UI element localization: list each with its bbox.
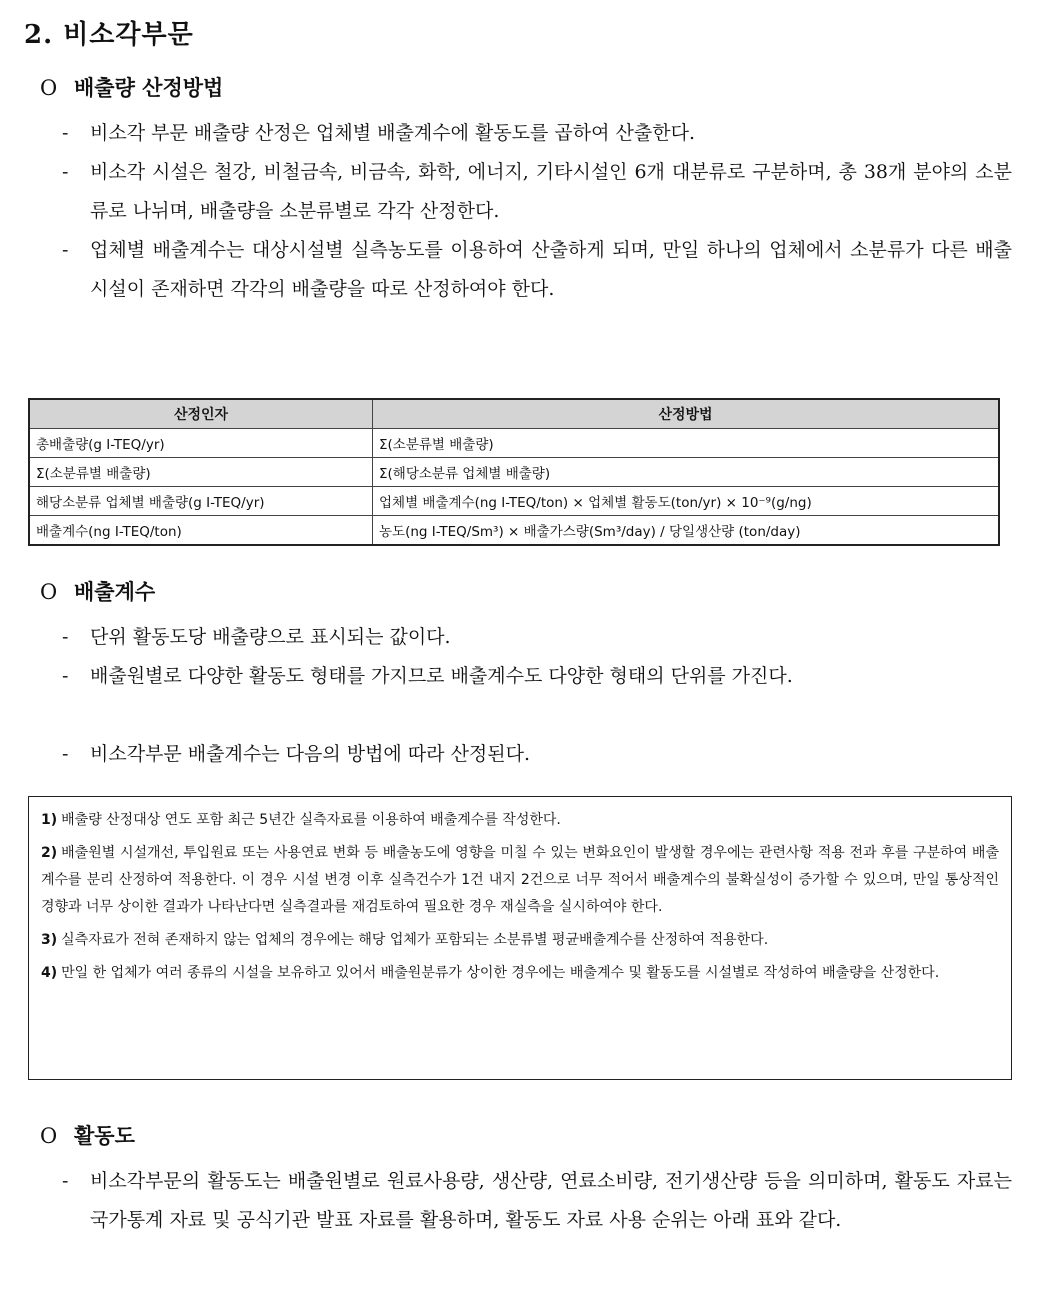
subhead-activity-label: 활동도 [74,1123,135,1148]
dash-marker: - [62,239,69,261]
subhead-emission-factor [40,576,155,606]
table-row [29,458,999,487]
circle-marker: O [40,76,58,100]
bullet-item [62,735,1012,774]
bullet-item [62,114,1012,153]
section-title: 2. 비소각부문 [24,20,194,50]
bullet-text: 비소각부문의 활동도는 배출원별로 원료사용량, 생산량, 연료소비량, 전기생산량 등을 의미하며, 활동도 자료는 국가통계 자료 및 공식기관 발표 자료를 활용하며, 활동도 자료 사용 순위는 아래 표와 같다. [90,1170,1012,1231]
rule-text: 배출원별 시설개선, 투입원료 또는 사용연료 변화 등 배출농도에 영향을 미칠 수 있는 변화요인이 발생할 경우에는 관련사항 적용 전과 후를 구분하여 배출계수를 분리 산정하여 적용한다. 이 경우 시설 변경 이후 실측건수가 1건 내지 2건으로 너무 적어서 배출계수의 불확실성이 증가할 수 있으며, 만일 통상적인 경향과 너무 상이한 결과가 나타난다면 실측결과를 재검토하여 필요한 경우 재실측을 실시하여야 한다. [41,845,999,915]
bullet-text: 배출원별로 다양한 활동도 형태를 가지므로 배출계수도 다양한 형태의 단위를 가진다. [90,665,793,687]
rule-number: 3) [41,932,58,948]
rule-item [41,927,999,954]
bullet-text: 비소각 부문 배출량 산정은 업체별 배출계수에 활동도를 곱하여 산출한다. [90,122,695,144]
bullet-text: 단위 활동도당 배출량으로 표시되는 값이다. [90,626,451,648]
cell-method: Σ(소분류별 배출량) [373,429,1000,458]
table-row [29,487,999,516]
circle-marker: O [40,580,58,604]
rule-number: 1) [41,812,58,828]
rules-box [28,796,1012,1080]
table-header-row [29,399,999,429]
dash-marker: - [62,626,69,648]
dash-marker: - [62,122,69,144]
subhead-emission-method [40,72,223,102]
subhead-emission-factor-label: 배출계수 [74,579,156,604]
rule-item [41,840,999,921]
rule-text: 만일 한 업체가 여러 종류의 시설을 보유하고 있어서 배출원분류가 상이한 경우에는 배출계수 및 활동도를 시설별로 작성하여 배출량을 산정한다. [61,965,940,981]
dash-marker: - [62,1170,69,1192]
bullet-item [62,618,1012,657]
cell-method: 업체별 배출계수(ng I-TEQ/ton) × 업체별 활동도(ton/yr) × 10⁻⁹(g/ng) [373,487,1000,516]
rule-item [41,960,999,987]
bullet-text: 비소각 시설은 철강, 비철금속, 비금속, 화학, 에너지, 기타시설인 6개 대분류로 구분하며, 총 38개 분야의 소분류로 나뉘며, 배출량을 소분류별로 각각 산정한다. [90,161,1012,222]
dash-marker: - [62,665,69,687]
bullet-text: 업체별 배출계수는 대상시설별 실측농도를 이용하여 산출하게 되며, 만일 하나의 업체에서 소분류가 다른 배출시설이 존재하면 각각의 배출량을 따로 산정하여야 한다. [90,239,1012,300]
header-factor: 산정인자 [29,399,373,429]
subhead-activity [40,1120,135,1150]
table-row [29,516,999,546]
cell-factor: 해당소분류 업체별 배출량(g I-TEQ/yr) [29,487,373,516]
dash-marker: - [62,161,69,183]
calculation-table [28,398,1000,546]
cell-factor: 배출계수(ng I-TEQ/ton) [29,516,373,546]
rule-number: 2) [41,845,58,861]
subhead-emission-method-label: 배출량 산정방법 [74,75,224,100]
rule-item [41,807,999,834]
cell-factor: 총배출량(g I-TEQ/yr) [29,429,373,458]
rule-text: 실측자료가 전혀 존재하지 않는 업체의 경우에는 해당 업체가 포함되는 소분류별 평균배출계수를 산정하여 적용한다. [61,932,769,948]
cell-method: Σ(해당소분류 업체별 배출량) [373,458,1000,487]
rule-number: 4) [41,965,58,981]
table-row [29,429,999,458]
circle-marker: O [40,1124,58,1148]
bullet-item [62,657,1012,696]
rule-text: 배출량 산정대상 연도 포함 최근 5년간 실측자료를 이용하여 배출계수를 작성한다. [61,812,561,828]
bullet-item [62,153,1012,231]
dash-marker: - [62,743,69,765]
cell-method: 농도(ng I-TEQ/Sm³) × 배출가스량(Sm³/day) / 당일생산량 (ton/day) [373,516,1000,546]
cell-factor: Σ(소분류별 배출량) [29,458,373,487]
bullet-item [62,231,1012,309]
header-method: 산정방법 [373,399,1000,429]
bullet-text: 비소각부문 배출계수는 다음의 방법에 따라 산정된다. [90,743,531,765]
bullet-item [62,1162,1012,1240]
